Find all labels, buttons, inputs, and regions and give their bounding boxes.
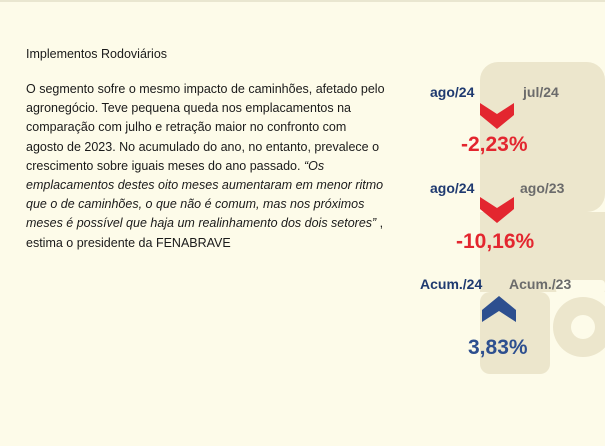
- arrow-down-icon: [480, 197, 514, 223]
- comparison-1-previous-label: jul/24: [523, 84, 559, 100]
- comparison-2-value: -10,16%: [456, 230, 535, 253]
- paragraph-quote: “Os emplacamentos destes oito meses aumentaram em menor ritmo que o de caminhões, o que não é comum, mas nos próximos meses é possível que haja um realinhamento dos dois setores”: [26, 158, 384, 231]
- comparison-1-value: -2,23%: [461, 133, 528, 156]
- comparison-2-current-label: ago/24: [430, 180, 475, 196]
- paragraph-outro: , estima o presidente da FENABRAVE: [26, 216, 384, 250]
- paragraph-intro: O segmento sofre o mesmo impacto de caminhões, afetado pelo agronegócio. Teve pequena queda nos emplacamentos na comparação com julho e retração maior no confronto com agosto de 2023. No acumulado do ano, no entanto, prevalece o crescimento sobre iguais meses do ano passado.: [26, 82, 385, 173]
- comparison-1-current-label: ago/24: [430, 84, 475, 100]
- comparison-3-current-label: Acum./24: [420, 276, 483, 292]
- comparison-3-previous-label: Acum./23: [509, 276, 572, 292]
- arrow-down-icon: [480, 103, 514, 129]
- comparison-3-value: 3,83%: [468, 336, 528, 359]
- section-paragraph: [26, 80, 386, 253]
- arrow-up-icon: [482, 296, 516, 322]
- comparison-2-previous-label: ago/23: [520, 180, 565, 196]
- top-divider: [0, 0, 605, 2]
- section-title: Implementos Rodoviários: [26, 47, 168, 61]
